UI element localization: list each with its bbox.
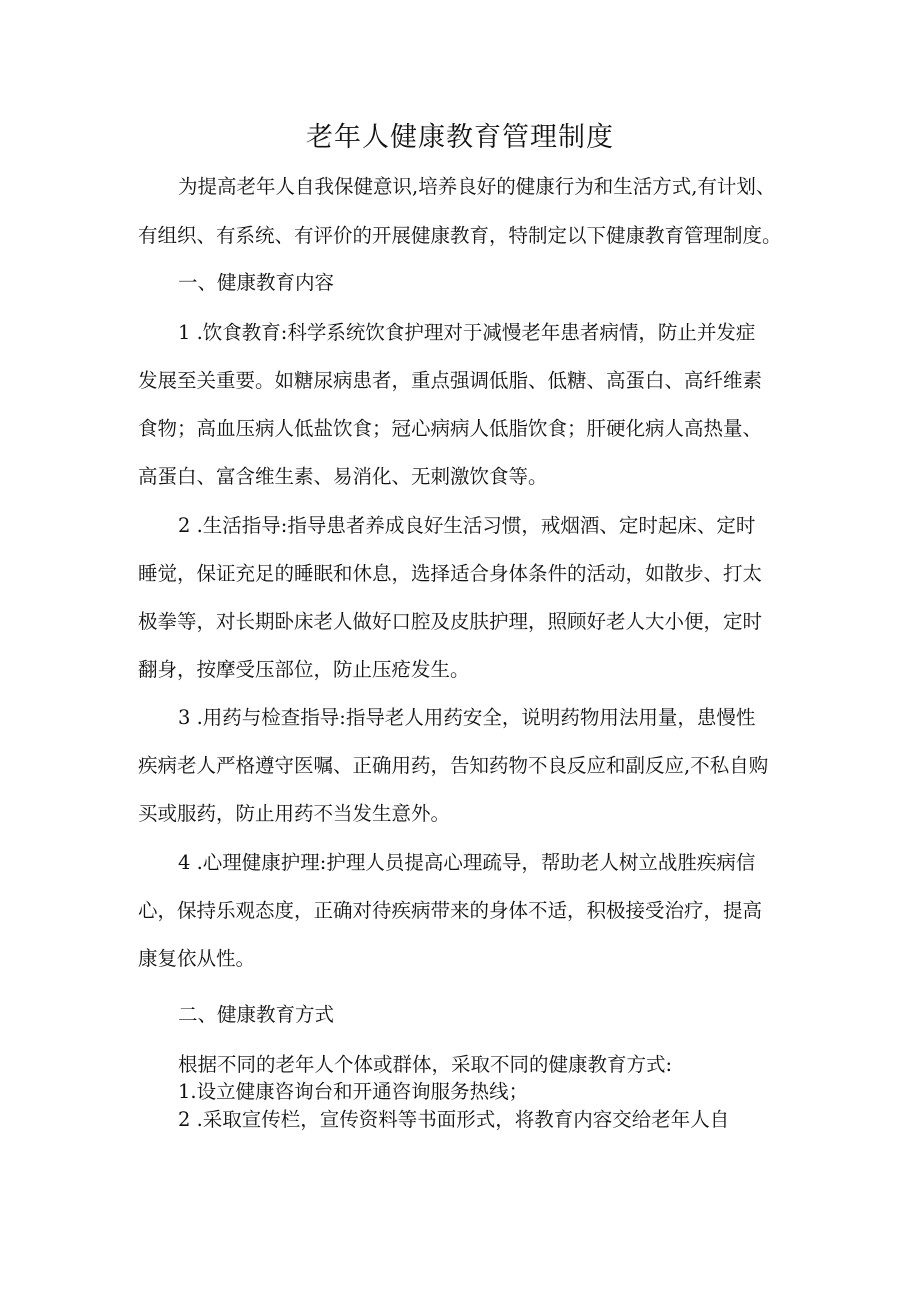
item4-line-1: 4 .心理健康护理:护理人员提高心理疏导，帮助老人树立战胜疾病信 <box>178 851 756 874</box>
document-title: 老年人健康教育管理制度 <box>306 122 614 153</box>
item4-line-2: 心，保持乐观态度，正确对待疾病带来的身体不适，积极接受治疗，提高 <box>138 899 763 922</box>
item1-line-4: 高蛋白、富含维生素、易消化、无刺激饮食等。 <box>138 465 548 488</box>
item1-line-3: 食物；高血压病人低盐饮食；冠心病病人低脂饮食；肝硬化病人高热量、 <box>138 417 763 440</box>
item2-line-3: 极拳等，对长期卧床老人做好口腔及皮肤护理，照顾好老人大小便，定时 <box>138 610 763 633</box>
item1-line-2: 发展至关重要。如糖尿病患者，重点强调低脂、低糖、高蛋白、高纤维素 <box>138 369 763 392</box>
item4-line-3: 康复依从性。 <box>138 947 256 970</box>
section2-intro: 根据不同的老年人个体或群体，采取不同的健康教育方式: <box>178 1053 673 1076</box>
section2-heading: 二、健康教育方式 <box>178 1003 335 1026</box>
section2-item-2: 2 .采取宣传栏，宣传资料等书面形式，将教育内容交给老年人自 <box>178 1108 730 1131</box>
section2-item-1: 1.设立健康咨询台和开通咨询服务热线； <box>178 1080 529 1103</box>
item2-line-2: 睡觉，保证充足的睡眠和休息，选择适合身体条件的活动，如散步、打太 <box>138 562 763 585</box>
item3-line-2: 疾病老人严格遵守医嘱、正确用药，告知药物不良反应和副反应,不私自购 <box>138 754 769 777</box>
item2-line-1: 2 .生活指导:指导患者养成良好生活习惯，戒烟酒、定时起床、定时 <box>178 514 756 537</box>
item2-line-4: 翻身，按摩受压部位，防止压疮发生。 <box>138 658 470 681</box>
section1-heading: 一、健康教育内容 <box>178 271 335 294</box>
item3-line-3: 买或服药，防止用药不当发生意外。 <box>138 802 451 825</box>
intro-line-2: 有组织、有系统、有评价的开展健康教育，特制定以下健康教育管理制度。 <box>138 224 782 247</box>
item1-line-1: 1 .饮食教育:科学系统饮食护理对于减慢老年患者病情，防止并发症 <box>178 321 756 344</box>
intro-line-1: 为提高老年人自我保健意识,培养良好的健康行为和生活方式,有计划、 <box>178 175 776 198</box>
item3-line-1: 3 .用药与检查指导:指导老人用药安全，说明药物用法用量，患慢性 <box>178 706 756 729</box>
